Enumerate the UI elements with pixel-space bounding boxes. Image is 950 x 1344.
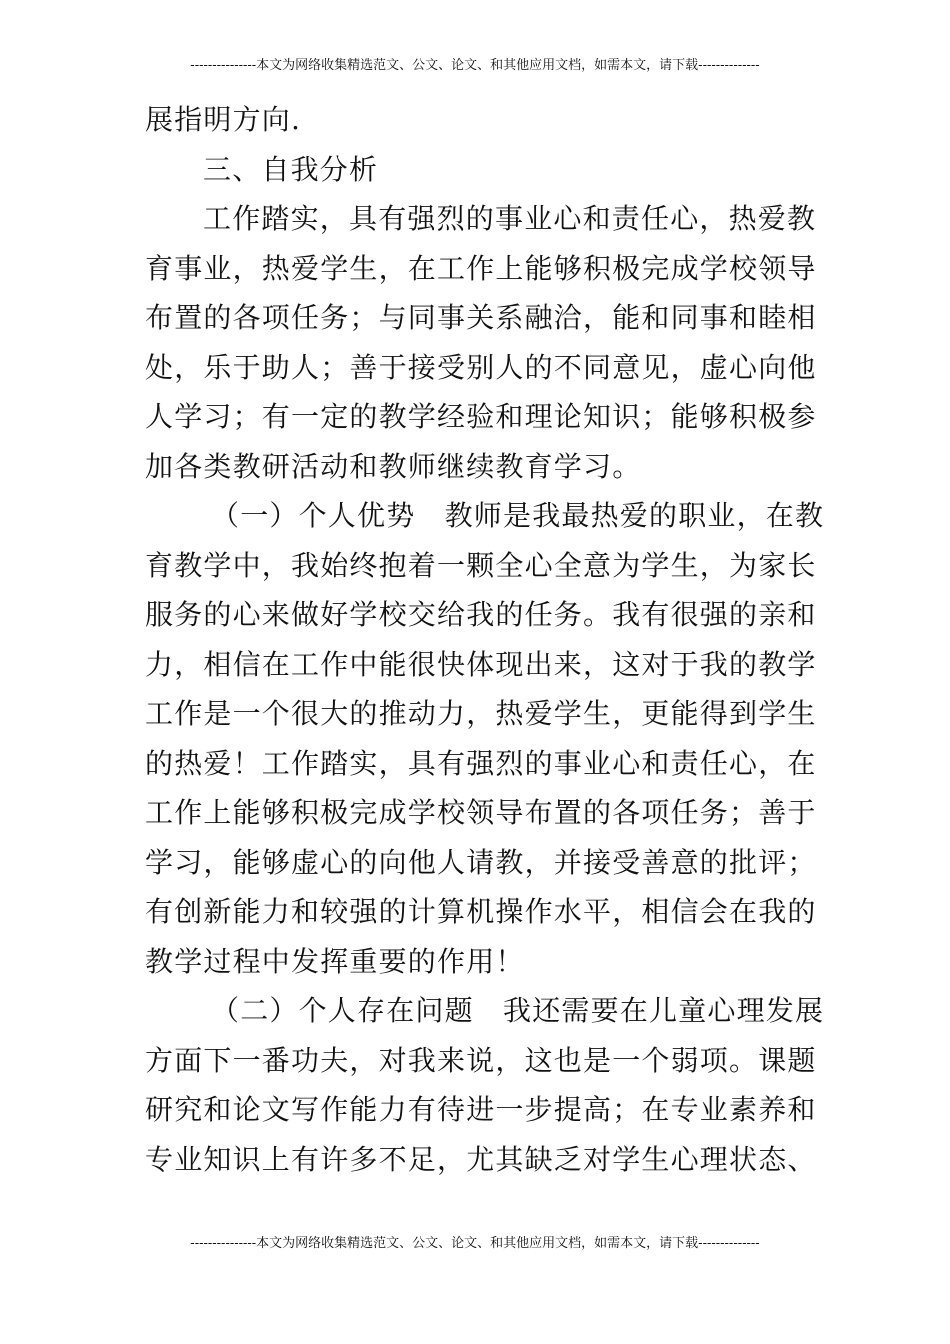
paragraph-line: 加各类教研活动和教师继续教育学习。 (145, 449, 642, 483)
paragraph-line: 展指明方向. (145, 103, 302, 136)
subsection-line: （二）个人存在问题 我还需要在儿童心理发展 (211, 994, 825, 1027)
paragraph-line: 教学过程中发挥重要的作用！ (145, 944, 525, 978)
paragraph-line: 处，乐于助人；善于接受别人的不同意见，虚心向他 (145, 350, 817, 384)
page-header: ---------------本文为网络收集精选范文、公文、论文、和其他应用文档，如需本文，请下载-------------- (190, 58, 760, 73)
paragraph-line: 研究和论文写作能力有待进一步提高；在专业素养和 (145, 1093, 817, 1126)
section-heading: 三、自我分析 (203, 152, 379, 186)
paragraph-line: 育事业，热爱学生，在工作上能够积极完成学校领导 (145, 251, 817, 285)
paragraph-line: 力，相信在工作中能很快体现出来，这对于我的教学 (145, 647, 817, 681)
paragraph-line: 工作是一个很大的推动力，热爱学生，更能得到学生 (145, 697, 817, 730)
subsection-line: （一）个人优势 教师是我最热爱的职业，在教 (211, 499, 825, 532)
paragraph-line: 有创新能力和较强的计算机操作水平，相信会在我的 (145, 895, 817, 928)
paragraph-line: 育教学中，我始终抱着一颗全心全意为学生，为家长 (145, 548, 817, 582)
page-footer: ---------------本文为网络收集精选范文、公文、论文、和其他应用文档，如需本文，请下载-------------- (190, 1236, 760, 1251)
paragraph-line: 服务的心来做好学校交给我的任务。我有很强的亲和 (145, 598, 817, 631)
paragraph-line: 人学习；有一定的教学经验和理论知识；能够积极参 (145, 400, 817, 433)
document-body (145, 95, 825, 1184)
paragraph-line: 专业知识上有许多不足，尤其缺乏对学生心理状态、 (145, 1142, 817, 1176)
paragraph-line: 布置的各项任务；与同事关系融洽，能和同事和睦相 (145, 301, 817, 334)
paragraph-line: 工作踏实，具有强烈的事业心和责任心，热爱教 (203, 202, 817, 235)
paragraph-line: 方面下一番功夫，对我来说，这也是一个弱项。课题 (145, 1043, 817, 1077)
paragraph-line: 的热爱！工作踏实，具有强烈的事业心和责任心，在 (145, 746, 817, 780)
paragraph-line: 工作上能够积极完成学校领导布置的各项任务；善于 (145, 796, 817, 829)
paragraph-line: 学习，能够虚心的向他人请教，并接受善意的批评； (145, 845, 817, 879)
